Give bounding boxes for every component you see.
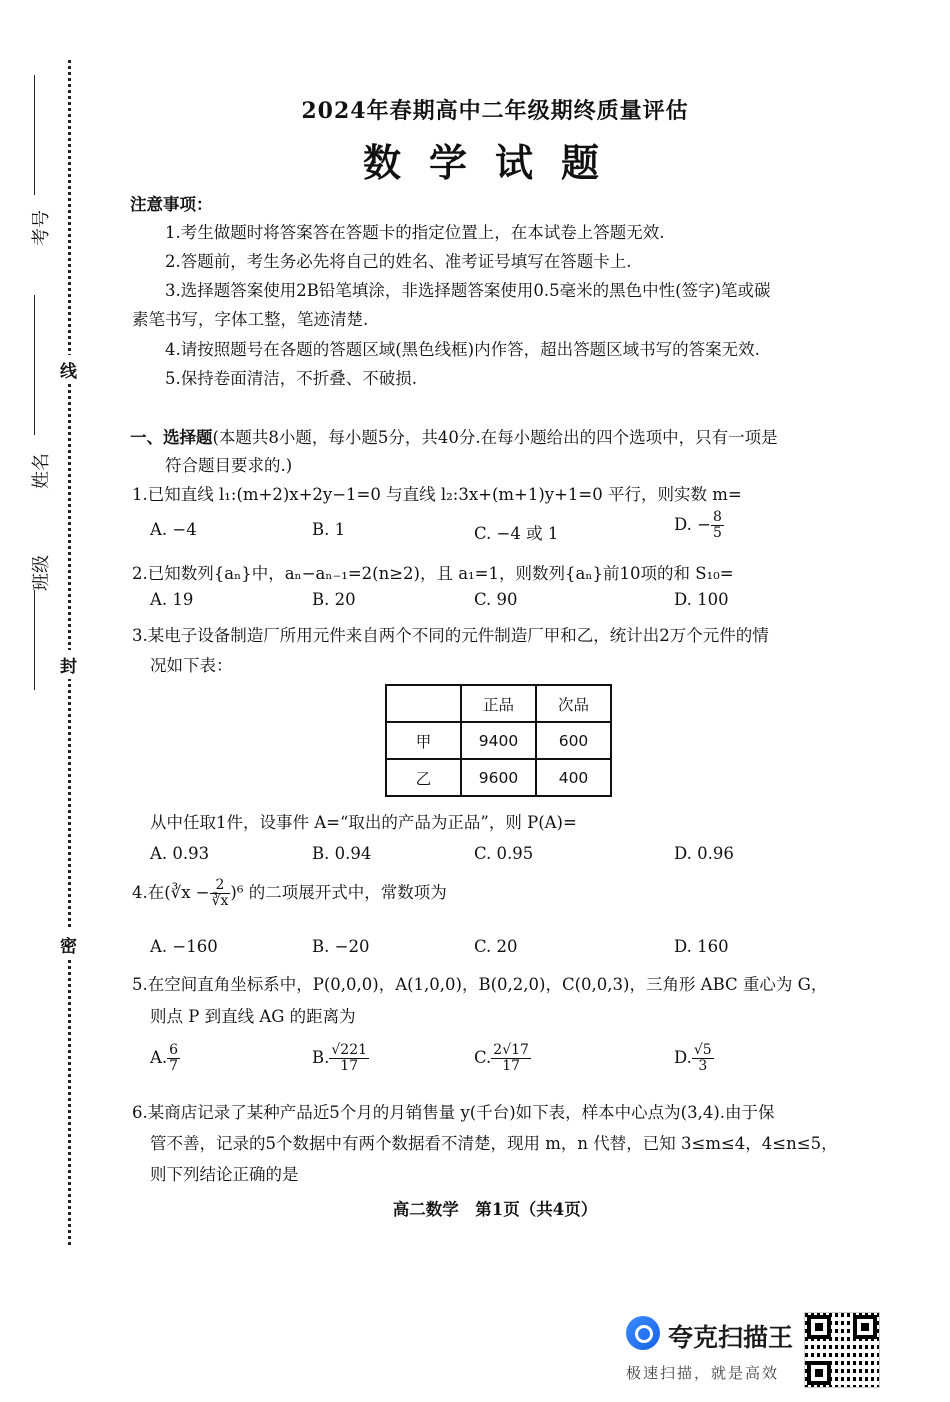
q5-option-d — [674, 1043, 714, 1074]
table-cell: 400 — [536, 759, 611, 796]
q3-stem-3: 从中任取1件，设事件 A=“取出的产品为正品”，则 P(A)= — [150, 813, 577, 832]
q3-option-b: B. 0.94 — [312, 844, 372, 863]
q5-b-fraction — [329, 1043, 369, 1074]
exam-no-label: 考号 — [31, 210, 52, 246]
q4-frac-den: ∛x — [211, 893, 229, 909]
scanner-logo-icon — [626, 1316, 660, 1350]
notice-item: 素笔书写，字体工整，笔迹清楚. — [132, 310, 369, 329]
q1-option-d — [674, 510, 724, 541]
q3-option-a: A. 0.93 — [150, 844, 210, 863]
q5-c-den: 17 — [502, 1058, 521, 1074]
q1-d-num: 8 — [712, 509, 722, 525]
q2-option-a: A. 19 — [150, 590, 194, 609]
q6-stem-2: 管不善，记录的5个数据中有两个数据看不清楚，现用 m，n 代替，已知 3≤m≤4，4≤n≤5， — [150, 1134, 838, 1153]
q1-stem: 1.已知直线 l₁:(m+2)x+2y−1=0 与直线 l₂:3x+(m+1)y+1=0 平行，则实数 m= — [132, 485, 742, 504]
table-row — [386, 759, 611, 796]
qr-finder — [807, 1361, 831, 1385]
q2-stem: 2.已知数列{aₙ}中，aₙ−aₙ₋₁=2(n≥2)，且 a₁=1，则数列{aₙ}前10项的和 S₁₀= — [132, 564, 734, 583]
q5-c-prefix: C. — [474, 1048, 492, 1067]
q1-d-fraction — [711, 510, 724, 541]
notice-item: 2.答题前，考生务必先将自己的姓名、准考证号填写在答题卡上. — [165, 252, 632, 271]
q4-fraction — [210, 878, 231, 909]
qr-code-icon — [804, 1312, 880, 1388]
q5-a-prefix: A. — [150, 1048, 168, 1067]
q3-option-d: D. 0.96 — [674, 844, 734, 863]
q4-option-a: A. −160 — [150, 937, 218, 956]
qr-finder — [853, 1315, 877, 1339]
q3-stem-1: 3.某电子设备制造厂所用元件来自两个不同的元件制造厂甲和乙，统计出2万个元件的情 — [132, 626, 769, 645]
table-row — [386, 685, 611, 722]
q5-a-fraction — [167, 1043, 180, 1074]
section1-header — [130, 424, 778, 448]
notice-heading: 注意事项： — [130, 195, 213, 214]
q4-stem — [132, 878, 447, 909]
q5-d-fraction — [692, 1043, 714, 1074]
q4-option-b: B. −20 — [312, 937, 370, 956]
table-cell — [386, 685, 461, 722]
q5-b-prefix: B. — [312, 1048, 330, 1067]
table-cell: 次品 — [536, 685, 611, 722]
seal-char-line: 线 — [60, 355, 77, 384]
q1-option-a: A. −4 — [150, 520, 197, 539]
seal-char-seal: 封 — [60, 650, 77, 679]
page-footer: 高二数学 第1页（共4页） — [392, 1200, 598, 1219]
class-line — [34, 590, 35, 690]
q2-option-d: D. 100 — [674, 590, 729, 609]
q4-suffix: )⁶ 的二项展开式中，常数项为 — [230, 883, 447, 902]
seal-char-secret: 密 — [60, 930, 77, 959]
q5-a-den: 7 — [169, 1058, 179, 1074]
scanner-slogan: 极速扫描，就是高效 — [626, 1364, 780, 1382]
notice-item: 3.选择题答案使用2B铅笔填涂，非选择题答案使用0.5毫米的黑色中性(签字)笔或碳 — [165, 281, 771, 300]
q5-a-num: 6 — [169, 1042, 179, 1058]
q5-b-num: √221 — [331, 1042, 368, 1058]
q1-option-b: B. 1 — [312, 520, 346, 539]
class-label: 班级 — [31, 555, 52, 591]
q5-option-c — [474, 1043, 531, 1074]
table-cell: 9400 — [461, 722, 536, 759]
exam-title: 数学试题 — [362, 140, 627, 185]
scanner-app-name: 夸克扫描王 — [668, 1323, 794, 1352]
section1-desc-2: 符合题目要求的.) — [165, 456, 293, 475]
exam-subtitle: 2024年春期高中二年级期终质量评估 — [301, 98, 689, 124]
q3-option-c: C. 0.95 — [474, 844, 534, 863]
table-cell: 正品 — [461, 685, 536, 722]
notice-item: 1.考生做题时将答案答在答题卡的指定位置上，在本试卷上答题无效. — [165, 223, 665, 242]
table-row — [386, 722, 611, 759]
notice-item: 4.请按照题号在各题的答题区域(黑色线框)内作答，超出答题区域书写的答案无效. — [165, 340, 760, 359]
q3-table — [385, 684, 612, 797]
table-cell: 600 — [536, 722, 611, 759]
q5-b-den: 17 — [340, 1058, 359, 1074]
q5-option-b — [312, 1043, 369, 1074]
name-label: 姓名 — [31, 453, 52, 489]
q6-stem-1: 6.某商店记录了某种产品近5个月的月销售量 y(千台)如下表，样本中心点为(3,4).由于保 — [132, 1103, 775, 1122]
q4-option-d: D. 160 — [674, 937, 729, 956]
q1-option-c: C. −4 或 1 — [474, 524, 559, 543]
section1-desc: (本题共8小题，每小题5分，共40分.在每小题给出的四个选项中，只有一项是 — [212, 428, 778, 447]
q5-stem-2: 则点 P 到直线 AG 的距离为 — [150, 1007, 356, 1026]
q1-d-prefix: D. − — [674, 515, 711, 534]
q4-option-c: C. 20 — [474, 937, 518, 956]
q5-d-den: 3 — [698, 1058, 708, 1074]
notice-item: 5.保持卷面清洁，不折叠、不破损. — [165, 369, 417, 388]
q5-d-prefix: D. — [674, 1048, 692, 1067]
q4-frac-num: 2 — [210, 878, 231, 894]
qr-finder — [807, 1315, 831, 1339]
q5-option-a — [150, 1043, 180, 1074]
q1-d-den: 5 — [712, 525, 722, 541]
table-cell: 甲 — [386, 722, 461, 759]
q5-stem-1: 5.在空间直角坐标系中，P(0,0,0)，A(1,0,0)，B(0,2,0)，C(0,0,3)，三角形 ABC 重心为 G， — [132, 975, 828, 994]
section1-head: 一、选择题 — [130, 428, 213, 447]
q3-stem-2: 况如下表： — [150, 656, 233, 675]
name-line — [34, 295, 35, 435]
q4-prefix: 4.在(∛x − — [132, 883, 210, 902]
q5-d-num: √5 — [693, 1042, 712, 1058]
table-cell: 乙 — [386, 759, 461, 796]
q5-c-num: 2√17 — [493, 1042, 529, 1058]
table-cell: 9600 — [461, 759, 536, 796]
q2-option-c: C. 90 — [474, 590, 518, 609]
q2-option-b: B. 20 — [312, 590, 356, 609]
q5-c-fraction — [491, 1043, 531, 1074]
q6-stem-3: 则下列结论正确的是 — [150, 1165, 299, 1184]
